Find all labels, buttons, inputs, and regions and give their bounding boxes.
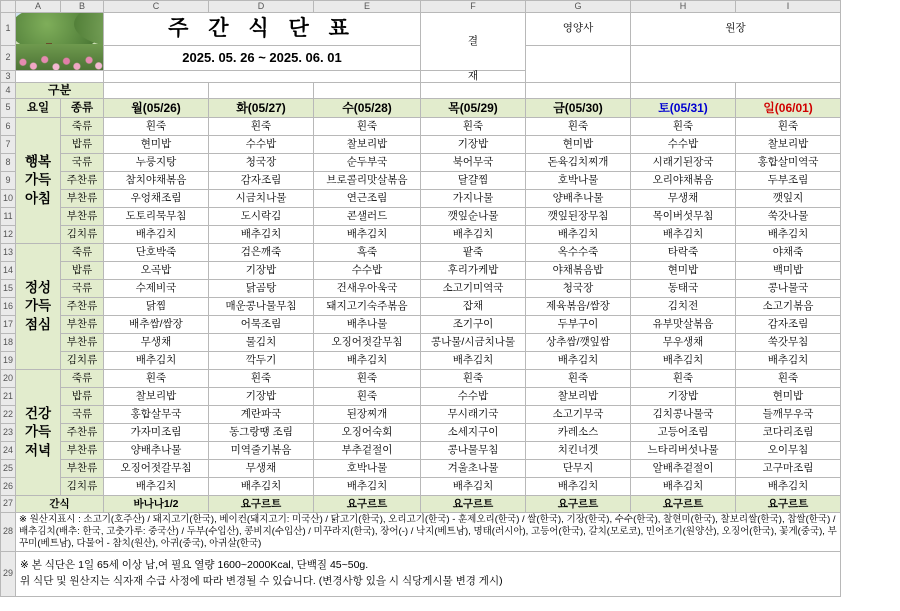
menu-cell[interactable]: 흰죽: [631, 118, 736, 136]
menu-cell[interactable]: 배추김치: [209, 226, 314, 244]
category-label: 부찬류: [61, 316, 104, 334]
corner-cell[interactable]: [1, 1, 16, 13]
menu-cell[interactable]: 배추나물: [314, 316, 421, 334]
menu-cell[interactable]: 오징어젓갈무침: [104, 460, 209, 478]
column-header[interactable]: A: [16, 1, 61, 13]
category-label: 국류: [61, 406, 104, 424]
menu-cell[interactable]: 김치전: [631, 298, 736, 316]
menu-cell[interactable]: 배추김치: [314, 226, 421, 244]
menu-cell[interactable]: 찰보리밥: [314, 136, 421, 154]
menu-cell[interactable]: 소고기무국: [526, 406, 631, 424]
menu-cell[interactable]: 양배추나물: [526, 190, 631, 208]
menu-cell[interactable]: 가자미조림: [104, 424, 209, 442]
menu-cell[interactable]: 수수밥: [314, 262, 421, 280]
row-header: 19: [1, 352, 16, 370]
menu-cell[interactable]: 가지나물: [421, 190, 526, 208]
menu-cell[interactable]: 찰보리밥: [104, 388, 209, 406]
menu-cell[interactable]: 연근조림: [314, 190, 421, 208]
row-header: 9: [1, 172, 16, 190]
menu-cell[interactable]: 배추김치: [631, 478, 736, 496]
menu-cell[interactable]: 현미밥: [526, 136, 631, 154]
category-label: 부찬류: [61, 208, 104, 226]
row-header: 10: [1, 190, 16, 208]
menu-cell[interactable]: 검은깨죽: [209, 244, 314, 262]
column-header[interactable]: I: [736, 1, 841, 13]
row-header: 26: [1, 478, 16, 496]
row-header: 16: [1, 298, 16, 316]
division-header: 구분: [16, 83, 104, 99]
menu-cell[interactable]: 홍합살무국: [104, 406, 209, 424]
category-label: 주찬류: [61, 298, 104, 316]
menu-cell[interactable]: 양배추나물: [104, 442, 209, 460]
menu-cell[interactable]: 돼지고기숙주볶음: [314, 298, 421, 316]
day-header-7: 일(06/01): [736, 99, 841, 118]
menu-cell[interactable]: 찰보리밥: [736, 136, 841, 154]
menu-cell[interactable]: 오이무침: [736, 442, 841, 460]
menu-cell[interactable]: 수제비국: [104, 280, 209, 298]
menu-cell[interactable]: 배추김치: [314, 352, 421, 370]
category-label: 부찬류: [61, 334, 104, 352]
menu-cell[interactable]: 어묵조림: [209, 316, 314, 334]
row-header: 7: [1, 136, 16, 154]
kind-header: 종류: [61, 99, 104, 118]
menu-cell[interactable]: 코다리조림: [736, 424, 841, 442]
menu-cell[interactable]: 무생채: [104, 334, 209, 352]
menu-cell[interactable]: 흑죽: [314, 244, 421, 262]
menu-cell[interactable]: 콩나물/시금치나물: [421, 334, 526, 352]
menu-cell[interactable]: 흰죽: [526, 118, 631, 136]
menu-cell[interactable]: 물김치: [209, 334, 314, 352]
menu-cell[interactable]: 돈육김치찌개: [526, 154, 631, 172]
category-label: 부찬류: [61, 190, 104, 208]
menu-cell[interactable]: 깻잎지: [736, 190, 841, 208]
menu-cell[interactable]: 달걀찜: [421, 172, 526, 190]
menu-cell[interactable]: 현미밥: [104, 136, 209, 154]
date-range: 2025. 05. 26 ~ 2025. 06. 01: [104, 46, 421, 71]
menu-cell[interactable]: 배추김치: [314, 478, 421, 496]
menu-cell[interactable]: 된장찌개: [314, 406, 421, 424]
menu-cell[interactable]: 부추겉절이: [314, 442, 421, 460]
menu-cell[interactable]: 흰죽: [314, 370, 421, 388]
snack-cell[interactable]: 요구르트: [314, 496, 421, 513]
menu-cell[interactable]: 유부맛살볶음: [631, 316, 736, 334]
menu-cell[interactable]: 수수밥: [421, 388, 526, 406]
menu-cell[interactable]: 제육볶음/쌈장: [526, 298, 631, 316]
menu-cell[interactable]: 오곡밥: [104, 262, 209, 280]
menu-cell[interactable]: 흰죽: [209, 118, 314, 136]
menu-cell[interactable]: 배추김치: [631, 226, 736, 244]
menu-cell[interactable]: 브로콜리맛살볶음: [314, 172, 421, 190]
origin-note: ※ 원산지표시 : 소고기(호주산) / 돼지고기(한국), 베이컨(돼지고기: 미국산) / 닭고기(한국), 오리고기(한국) - 훈제오리(한국) / 쌀(한국), 기장(한국), 수수(한국), 찰현미(한국), 찰보리쌀(한국), 찹쌀(한국) / 배추김치(배추: 한국, 고춧가루: 중국산) / 두부(수입산), 콩비지(수입산) / 미꾸라지(한국), 장어(-) / 낙지(베트남), 명태(러시아), 고등어(한국), 갈치(모로코), 민어조기(원양산), 오징어(한국), 꽃게(중국), 부꾸미(베트남), 다물어 - 참치(원산), 아귀(중국), 아귀살(한국): [16, 513, 841, 552]
menu-cell[interactable]: 치킨너겟: [526, 442, 631, 460]
blank-title-under: [104, 71, 421, 83]
menu-cell[interactable]: 흰죽: [104, 118, 209, 136]
menu-cell[interactable]: 미역줄기볶음: [209, 442, 314, 460]
category-label: 밥류: [61, 262, 104, 280]
menu-cell[interactable]: 청국장: [526, 280, 631, 298]
menu-cell[interactable]: 목이버섯무침: [631, 208, 736, 226]
nutritionist-sign[interactable]: [526, 46, 631, 83]
menu-cell[interactable]: 콩나물무침: [421, 442, 526, 460]
column-header[interactable]: D: [209, 1, 314, 13]
menu-cell[interactable]: 흰죽: [526, 370, 631, 388]
menu-cell[interactable]: 깻잎순나물: [421, 208, 526, 226]
menu-cell[interactable]: 소고기미역국: [421, 280, 526, 298]
menu-cell[interactable]: 건새우아욱국: [314, 280, 421, 298]
menu-cell[interactable]: 흰죽: [421, 118, 526, 136]
menu-cell[interactable]: 소고기볶음: [736, 298, 841, 316]
menu-cell[interactable]: 느타리버섯나물: [631, 442, 736, 460]
menu-cell[interactable]: 수수밥: [631, 136, 736, 154]
menu-cell[interactable]: 배추김치: [421, 352, 526, 370]
menu-cell[interactable]: 순두부국: [314, 154, 421, 172]
category-label: 김치류: [61, 226, 104, 244]
row-header: 29: [1, 551, 16, 596]
menu-cell[interactable]: 후리가케밥: [421, 262, 526, 280]
row-header: 21: [1, 388, 16, 406]
director-sign[interactable]: [631, 46, 841, 83]
snack-cell[interactable]: 요구르트: [631, 496, 736, 513]
category-label: 밥류: [61, 388, 104, 406]
menu-cell[interactable]: 배추김치: [209, 478, 314, 496]
menu-cell[interactable]: 홍합살미역국: [736, 154, 841, 172]
category-label: 죽류: [61, 118, 104, 136]
snack-cell[interactable]: 요구르트: [209, 496, 314, 513]
menu-cell[interactable]: 단무지: [526, 460, 631, 478]
menu-cell[interactable]: 닭곰탕: [209, 280, 314, 298]
menu-cell[interactable]: 두부구이: [526, 316, 631, 334]
menu-cell[interactable]: 기장밥: [209, 262, 314, 280]
menu-cell[interactable]: 배추김치: [526, 352, 631, 370]
spacer-cell: [209, 83, 314, 99]
day-header-5: 금(05/30): [526, 99, 631, 118]
menu-cell[interactable]: 무시래기국: [421, 406, 526, 424]
row-header: 24: [1, 442, 16, 460]
menu-cell[interactable]: 흰죽: [631, 370, 736, 388]
category-label: 김치류: [61, 352, 104, 370]
menu-cell[interactable]: 동그랑땡 조림: [209, 424, 314, 442]
menu-cell[interactable]: 참치야채볶음: [104, 172, 209, 190]
row-header: 8: [1, 154, 16, 172]
menu-cell[interactable]: 들깨무우국: [736, 406, 841, 424]
row-header: 12: [1, 226, 16, 244]
category-label: 밥류: [61, 136, 104, 154]
menu-cell[interactable]: 소세지구이: [421, 424, 526, 442]
row-header: 28: [1, 513, 16, 552]
column-header[interactable]: B: [61, 1, 104, 13]
column-header[interactable]: H: [631, 1, 736, 13]
menu-cell[interactable]: 시금치나물: [209, 190, 314, 208]
menu-cell[interactable]: 잡채: [421, 298, 526, 316]
menu-cell[interactable]: 현미밥: [736, 388, 841, 406]
row-header: 13: [1, 244, 16, 262]
snack-cell[interactable]: 바나나1/2: [104, 496, 209, 513]
spacer-cell: [526, 83, 631, 99]
menu-cell[interactable]: 누룽지탕: [104, 154, 209, 172]
menu-cell[interactable]: 배추김치: [526, 478, 631, 496]
category-label: 죽류: [61, 370, 104, 388]
weekday-header: 요일: [16, 99, 61, 118]
row-header: 15: [1, 280, 16, 298]
day-header-1: 월(05/26): [104, 99, 209, 118]
menu-cell[interactable]: 청국장: [209, 154, 314, 172]
day-header-2: 화(05/27): [209, 99, 314, 118]
snack-cell[interactable]: 요구르트: [736, 496, 841, 513]
menu-cell[interactable]: 우엉채조림: [104, 190, 209, 208]
menu-cell[interactable]: 배추김치: [736, 478, 841, 496]
menu-cell[interactable]: 오징어숙회: [314, 424, 421, 442]
column-header[interactable]: F: [421, 1, 526, 13]
menu-cell[interactable]: 흰죽: [104, 370, 209, 388]
menu-cell[interactable]: 감자조림: [736, 316, 841, 334]
menu-cell[interactable]: 고구마조림: [736, 460, 841, 478]
menu-cell[interactable]: 배추김치: [526, 226, 631, 244]
menu-cell[interactable]: 배추김치: [736, 352, 841, 370]
spacer-cell: [104, 83, 209, 99]
menu-cell[interactable]: 카레소스: [526, 424, 631, 442]
approval-label-2: 재: [421, 71, 526, 83]
menu-cell[interactable]: 기장밥: [421, 136, 526, 154]
row-header: 27: [1, 496, 16, 513]
menu-cell[interactable]: 무생채: [209, 460, 314, 478]
row-header: 23: [1, 424, 16, 442]
menu-cell[interactable]: 무우생채: [631, 334, 736, 352]
menu-cell[interactable]: 흰죽: [314, 118, 421, 136]
menu-cell[interactable]: 배추김치: [631, 352, 736, 370]
spacer-cell: [421, 83, 526, 99]
menu-cell[interactable]: 오리야채볶음: [631, 172, 736, 190]
menu-cell[interactable]: 조기구이: [421, 316, 526, 334]
menu-cell[interactable]: 흰죽: [421, 370, 526, 388]
menu-cell[interactable]: 흰죽: [209, 370, 314, 388]
menu-cell[interactable]: 배추김치: [104, 478, 209, 496]
menu-cell[interactable]: 기장밥: [631, 388, 736, 406]
menu-cell[interactable]: 야채볶음밥: [526, 262, 631, 280]
approval-label-1: 결: [421, 13, 526, 71]
menu-cell[interactable]: 팥죽: [421, 244, 526, 262]
row-header: 14: [1, 262, 16, 280]
category-label: 부찬류: [61, 460, 104, 478]
menu-cell[interactable]: 시래기된장국: [631, 154, 736, 172]
director-label: 원장: [631, 13, 841, 46]
menu-cell[interactable]: 알배추겉절이: [631, 460, 736, 478]
category-label: 김치류: [61, 478, 104, 496]
spacer-cell: [631, 83, 736, 99]
menu-cell[interactable]: 무생채: [631, 190, 736, 208]
menu-cell[interactable]: 배추김치: [104, 226, 209, 244]
menu-cell[interactable]: 매운콩나물무침: [209, 298, 314, 316]
day-header-6: 토(05/31): [631, 99, 736, 118]
menu-cell[interactable]: 콘샐러드: [314, 208, 421, 226]
category-label: 죽류: [61, 244, 104, 262]
row-header: 17: [1, 316, 16, 334]
menu-cell[interactable]: 고등어조림: [631, 424, 736, 442]
menu-cell[interactable]: 상추쌈/깻잎쌈: [526, 334, 631, 352]
menu-cell[interactable]: 백미밥: [736, 262, 841, 280]
column-header[interactable]: G: [526, 1, 631, 13]
menu-cell[interactable]: 동태국: [631, 280, 736, 298]
menu-cell[interactable]: 기장밥: [209, 388, 314, 406]
column-header[interactable]: E: [314, 1, 421, 13]
menu-cell[interactable]: 야채죽: [736, 244, 841, 262]
row-header: 4: [1, 83, 16, 99]
menu-cell[interactable]: 배추쌈/쌈장: [104, 316, 209, 334]
meal-name-1: 행복 가득 아침: [16, 118, 61, 244]
category-label: 주찬류: [61, 172, 104, 190]
menu-cell[interactable]: 김치콩나물국: [631, 406, 736, 424]
spacer-cell: [314, 83, 421, 99]
menu-cell[interactable]: 현미밥: [631, 262, 736, 280]
snack-label: 간식: [16, 496, 104, 513]
day-header-3: 수(05/28): [314, 99, 421, 118]
menu-cell[interactable]: 두부조림: [736, 172, 841, 190]
category-label: 국류: [61, 280, 104, 298]
nutritionist-label: 영양사: [526, 13, 631, 46]
menu-cell[interactable]: 호박나물: [314, 460, 421, 478]
row-header: 3: [1, 71, 16, 83]
menu-cell[interactable]: 깍두기: [209, 352, 314, 370]
row-header: 22: [1, 406, 16, 424]
row-header: 20: [1, 370, 16, 388]
category-label: 주찬류: [61, 424, 104, 442]
menu-cell[interactable]: 깻잎된장무침: [526, 208, 631, 226]
row-header: 1: [1, 13, 16, 46]
menu-cell[interactable]: 배추김치: [736, 226, 841, 244]
menu-cell[interactable]: 단호박죽: [104, 244, 209, 262]
menu-cell[interactable]: 흰죽: [314, 388, 421, 406]
menu-cell[interactable]: 호박나물: [526, 172, 631, 190]
menu-cell[interactable]: 북어무국: [421, 154, 526, 172]
category-label: 국류: [61, 154, 104, 172]
snack-cell[interactable]: 요구르트: [421, 496, 526, 513]
row-header: 25: [1, 460, 16, 478]
meal-name-3: 건강 가득 저녁: [16, 370, 61, 496]
row-header: 18: [1, 334, 16, 352]
menu-cell[interactable]: 배추김치: [421, 478, 526, 496]
menu-cell[interactable]: 쑥갓나물: [736, 208, 841, 226]
row-header: 11: [1, 208, 16, 226]
menu-cell[interactable]: 수수밥: [209, 136, 314, 154]
menu-cell[interactable]: 배추김치: [104, 352, 209, 370]
row-header: 5: [1, 99, 16, 118]
menu-cell[interactable]: 콩나물국: [736, 280, 841, 298]
calorie-note: ※ 본 식단은 1일 65세 이상 남,여 필요 열량 1600~2000Kcal, 단백질 45~50g. 위 식단 및 원산지는 식자재 수급 사정에 따라 변경될 수 있습니다. (변경사항 있을 시 식당게시물 변경 게시): [16, 551, 841, 596]
column-header[interactable]: C: [104, 1, 209, 13]
header-photo: [16, 13, 104, 71]
snack-cell[interactable]: 요구르트: [526, 496, 631, 513]
menu-cell[interactable]: 옥수수죽: [526, 244, 631, 262]
menu-cell[interactable]: 도토리묵무침: [104, 208, 209, 226]
category-label: 부찬류: [61, 442, 104, 460]
page-title: 주 간 식 단 표: [104, 13, 421, 46]
menu-cell[interactable]: 타락죽: [631, 244, 736, 262]
meal-name-2: 정성 가득 점심: [16, 244, 61, 370]
menu-cell[interactable]: 배추김치: [421, 226, 526, 244]
row-header: 6: [1, 118, 16, 136]
blank-left: [16, 71, 104, 83]
spacer-cell: [736, 83, 841, 99]
menu-cell[interactable]: 찰보리밥: [526, 388, 631, 406]
day-header-4: 목(05/29): [421, 99, 526, 118]
menu-cell[interactable]: 계란파국: [209, 406, 314, 424]
menu-cell[interactable]: 쑥갓무침: [736, 334, 841, 352]
menu-cell[interactable]: 오징어젓갈무침: [314, 334, 421, 352]
menu-cell[interactable]: 겨울초나물: [421, 460, 526, 478]
menu-cell[interactable]: 흰죽: [736, 118, 841, 136]
menu-cell[interactable]: 흰죽: [736, 370, 841, 388]
menu-cell[interactable]: 도시락김: [209, 208, 314, 226]
menu-cell[interactable]: 닭찜: [104, 298, 209, 316]
row-header: 2: [1, 46, 16, 71]
menu-cell[interactable]: 감자조림: [209, 172, 314, 190]
